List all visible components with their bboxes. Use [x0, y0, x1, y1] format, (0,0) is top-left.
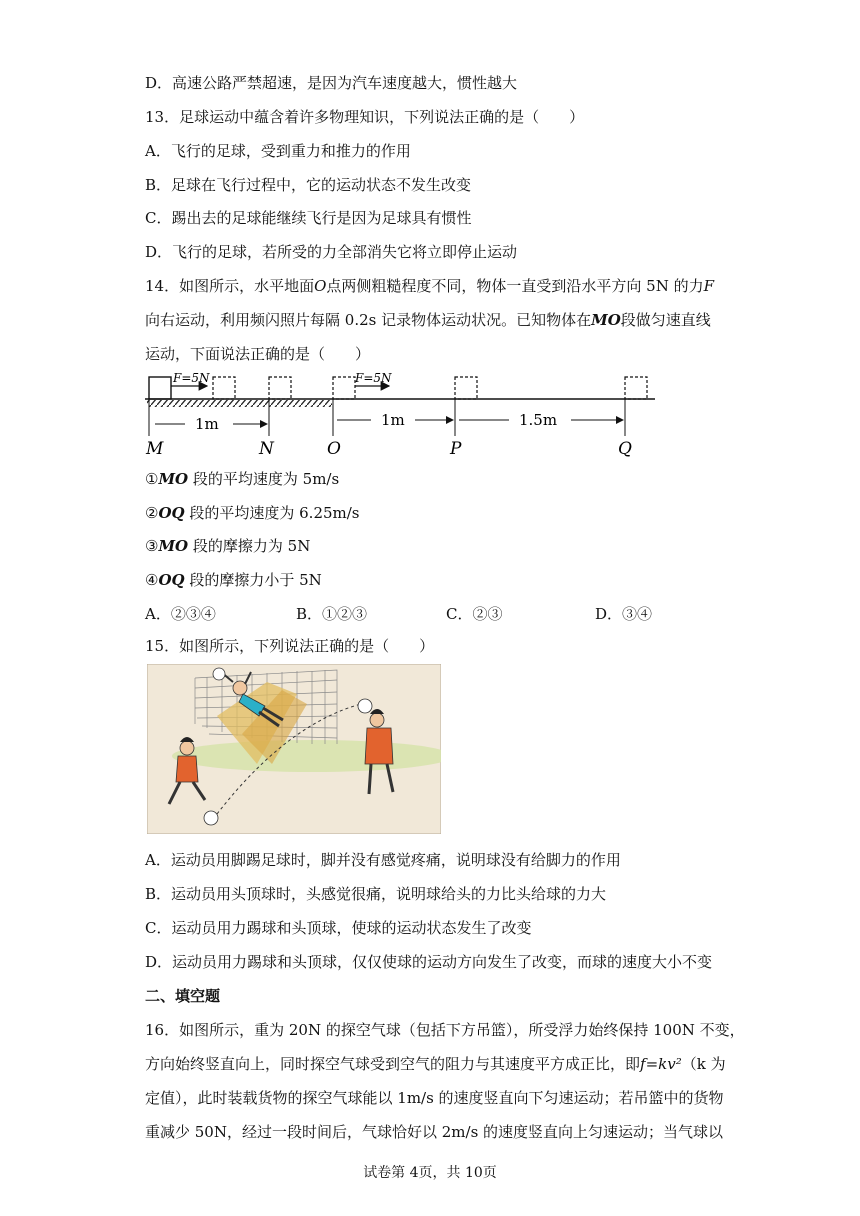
q14-statement-3: ③MO 段的摩擦力为 5N: [145, 537, 311, 555]
ball-icon: [358, 699, 372, 713]
q16-line2: 方向始终竖直向上，同时探空气球受到空气的阻力与其速度平方成正比，即f=kv²（k 为: [145, 1055, 726, 1073]
q14-stem-line2: 向右运动，利用频闪照片每隔 0.2s 记录物体运动状况。已知物体在MO段做匀速直线: [145, 311, 711, 329]
q15-option-c: C．运动员用力踢球和头顶球，使球的运动状态发生了改变: [145, 919, 532, 937]
distance-label-op: 1m: [381, 411, 405, 429]
ball-icon: [204, 811, 218, 825]
point-label-o: O: [327, 439, 341, 459]
q14-motion-diagram: [145, 370, 665, 462]
force-label-2: F=5N: [355, 371, 392, 385]
ball-icon: [213, 668, 225, 680]
block-dashed: [625, 377, 647, 399]
q15-option-b: B．运动员用头顶球时，头感觉很痛，说明球给头的力比头给球的力大: [145, 885, 607, 903]
q13-stem: 13．足球运动中蕴含着许多物理知识，下列说法正确的是（ ）: [145, 108, 585, 126]
q14-statement-1: ①MO 段的平均速度为 5m/s: [145, 470, 340, 488]
block-solid: [149, 377, 171, 399]
q16-line1: 16．如图所示，重为 20N 的探空气球（包括下方吊篮），所受浮力始终保持 100N 不变，: [145, 1021, 745, 1039]
block-dashed: [269, 377, 291, 399]
q14-statement-4: ④OQ 段的摩擦力小于 5N: [145, 571, 322, 589]
point-label-m: M: [146, 439, 164, 459]
q14-stem-line1: 14．如图所示，水平地面O点两侧粗糙程度不同，物体一直受到沿水平方向 5N 的力F: [145, 277, 715, 295]
grass-field: [172, 740, 441, 772]
q15-option-a: A．运动员用脚踢足球时，脚并没有感觉疼痛，说明球没有给脚力的作用: [145, 851, 621, 869]
q13-option-b: B．足球在飞行过程中，它的运动状态不发生改变: [145, 176, 472, 194]
q13-option-d: D．飞行的足球，若所受的力全部消失它将立即停止运动: [145, 243, 518, 261]
point-label-p: P: [450, 439, 462, 459]
q15-soccer-photo: [147, 664, 441, 834]
q14-option-d: D．③④: [595, 605, 653, 623]
point-label-n: N: [259, 439, 274, 459]
block-dashed: [455, 377, 477, 399]
q14-option-b: B．①②③: [296, 605, 368, 623]
q12-option-d: D．高速公路严禁超速，是因为汽车速度越大，惯性越大: [145, 74, 518, 92]
section-heading: 二、填空题: [145, 987, 221, 1005]
force-label-1: F=5N: [173, 371, 210, 385]
q13-option-a: A．飞行的足球，受到重力和推力的作用: [145, 142, 411, 160]
q14-statement-2: ②OQ 段的平均速度为 6.25m/s: [145, 504, 360, 522]
q14-option-c: C．②③: [446, 605, 503, 623]
q15-option-d: D．运动员用力踢球和头顶球，仅仅使球的运动方向发生了改变，而球的速度大小不变: [145, 953, 713, 971]
distance-label-pq: 1.5m: [519, 411, 558, 429]
q14-stem-line3: 运动，下面说法正确的是（ ）: [145, 345, 371, 363]
page-footer: 试卷第 4页，共 10页: [363, 1165, 497, 1181]
block-dashed: [333, 377, 355, 399]
distance-label-mn: 1m: [195, 415, 219, 433]
q15-stem: 15．如图所示，下列说法正确的是（ ）: [145, 637, 435, 655]
block-dashed: [213, 377, 235, 399]
q16-line3: 定值），此时装载货物的探空气球能以 1m/s 的速度竖直向下匀速运动；若吊篮中的货物: [145, 1089, 724, 1107]
point-label-q: Q: [618, 439, 632, 459]
q13-option-c: C．踢出去的足球能继续飞行是因为足球具有惯性: [145, 209, 472, 227]
q16-line4: 重减少 50N，经过一段时间后，气球恰好以 2m/s 的速度竖直向上匀速运动；当气球以: [145, 1123, 724, 1141]
rough-ground-hatching: [147, 400, 332, 407]
q14-option-a: A．②③④: [145, 605, 216, 623]
